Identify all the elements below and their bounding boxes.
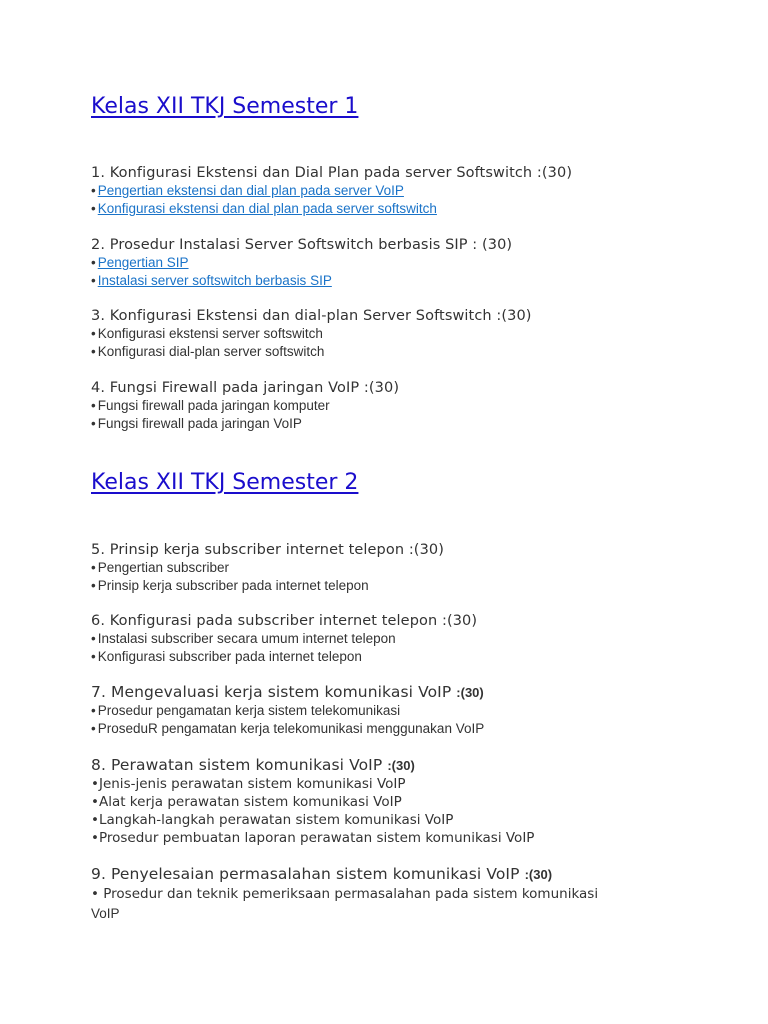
item-text-continuation: VoIP xyxy=(91,906,120,921)
item-text: Jenis-jenis perawatan sistem komunikasi VoIP xyxy=(98,776,406,792)
item-text: Pengertian subscriber xyxy=(97,560,230,575)
bullet-icon: • xyxy=(91,326,96,341)
section-2 xyxy=(91,236,751,290)
bullet-icon: • xyxy=(91,776,99,792)
item-link[interactable]: Instalasi server softswitch berbasis SIP xyxy=(97,273,332,288)
bullet-icon: • xyxy=(91,560,96,575)
section-5-heading: 5. Prinsip kerja subscriber internet telepon :(30) xyxy=(91,542,444,558)
section-8-score: :(30) xyxy=(387,758,415,773)
list-item xyxy=(91,775,751,793)
bullet-icon: • xyxy=(91,578,96,593)
bullet-icon: • xyxy=(91,830,99,846)
item-text: Konfigurasi subscriber pada internet telepon xyxy=(97,649,362,664)
section-9-heading xyxy=(91,865,751,884)
section-3 xyxy=(91,307,751,361)
section-6 xyxy=(91,612,751,666)
section-2-heading: 2. Prosedur Instalasi Server Softswitch berbasis SIP : (30) xyxy=(91,237,513,253)
list-item xyxy=(91,648,751,666)
section-9-heading-text: 9. Penyelesaian permasalahan sistem komunikasi VoIP xyxy=(91,865,525,883)
item-text: Langkah-langkah perawatan sistem komunikasi VoIP xyxy=(98,812,454,828)
list-item xyxy=(91,811,751,829)
item-link[interactable]: Konfigurasi ekstensi dan dial plan pada server softswitch xyxy=(97,201,437,216)
section-8-heading-text: 8. Perawatan sistem komunikasi VoIP xyxy=(91,756,388,774)
item-text: Prosedur dan teknik pemeriksaan permasalahan pada sistem komunikasi xyxy=(103,886,599,902)
bullet-icon: • xyxy=(91,703,96,718)
bullet-icon: • xyxy=(91,794,99,810)
bullet-icon: • xyxy=(91,201,96,216)
section-8-heading xyxy=(91,756,751,775)
section-7-heading xyxy=(91,683,751,702)
list-item xyxy=(91,254,751,272)
section-7-score: :(30) xyxy=(456,685,484,700)
list-item xyxy=(91,720,751,738)
list-item xyxy=(91,884,681,924)
section-5-items xyxy=(91,559,751,595)
section-5 xyxy=(91,541,751,595)
list-item xyxy=(91,182,751,200)
item-text: Konfigurasi ekstensi server softswitch xyxy=(97,326,323,341)
section-6-items xyxy=(91,630,751,666)
bullet-icon: • xyxy=(91,344,96,359)
bullet-icon: • xyxy=(91,886,99,902)
item-text: Prosedur pengamatan kerja sistem telekomunikasi xyxy=(97,703,401,718)
section-7 xyxy=(91,683,751,738)
bullet-icon: • xyxy=(91,721,96,736)
list-item xyxy=(91,829,751,847)
section-9-score: :(30) xyxy=(524,867,553,882)
section-3-items xyxy=(91,325,751,361)
bullet-icon: • xyxy=(91,812,99,828)
section-7-heading-text: 7. Mengevaluasi kerja sistem komunikasi VoIP xyxy=(91,683,457,701)
item-text: Konfigurasi dial-plan server softswitch xyxy=(97,344,325,359)
bullet-icon: • xyxy=(91,398,96,413)
list-item xyxy=(91,702,751,720)
item-text: Prinsip kerja subscriber pada internet telepon xyxy=(97,578,369,593)
section-6-heading: 6. Konfigurasi pada subscriber internet telepon :(30) xyxy=(91,613,478,629)
list-item xyxy=(91,325,751,343)
bullet-icon: • xyxy=(91,183,96,198)
item-text: Fungsi firewall pada jaringan VoIP xyxy=(97,416,302,431)
item-link[interactable]: Pengertian ekstensi dan dial plan pada server VoIP xyxy=(97,183,404,198)
section-2-items xyxy=(91,254,751,290)
section-8 xyxy=(91,756,751,847)
section-9 xyxy=(91,865,751,924)
item-link[interactable]: Pengertian SIP xyxy=(97,255,189,270)
section-1 xyxy=(91,164,751,218)
list-item xyxy=(91,272,751,290)
section-4-heading: 4. Fungsi Firewall pada jaringan VoIP :(30) xyxy=(91,380,400,396)
item-text: ProseduR pengamatan kerja telekomunikasi menggunakan VoIP xyxy=(97,721,485,736)
list-item xyxy=(91,793,751,811)
semester-2-title-link[interactable]: Kelas XII TKJ Semester 2 xyxy=(91,470,359,495)
bullet-icon: • xyxy=(91,649,96,664)
section-4 xyxy=(91,379,751,433)
list-item xyxy=(91,630,751,648)
list-item xyxy=(91,559,751,577)
semester-1-title-link[interactable]: Kelas XII TKJ Semester 1 xyxy=(91,94,359,119)
bullet-icon: • xyxy=(91,273,96,288)
item-text: Prosedur pembuatan laporan perawatan sistem komunikasi VoIP xyxy=(98,830,535,846)
item-text: Fungsi firewall pada jaringan komputer xyxy=(97,398,330,413)
bullet-icon: • xyxy=(91,255,96,270)
section-1-items xyxy=(91,182,751,218)
section-4-items xyxy=(91,397,751,433)
list-item xyxy=(91,343,751,361)
section-3-heading: 3. Konfigurasi Ekstensi dan dial-plan Server Softswitch :(30) xyxy=(91,308,532,324)
section-7-items xyxy=(91,702,751,738)
section-9-items xyxy=(91,884,751,924)
list-item xyxy=(91,200,751,218)
bullet-icon: • xyxy=(91,631,96,646)
bullet-icon: • xyxy=(91,416,96,431)
item-text: Alat kerja perawatan sistem komunikasi VoIP xyxy=(98,794,402,810)
section-8-items xyxy=(91,775,751,847)
section-1-heading: 1. Konfigurasi Ekstensi dan Dial Plan pada server Softswitch :(30) xyxy=(91,165,573,181)
list-item xyxy=(91,415,751,433)
list-item xyxy=(91,577,751,595)
item-text: Instalasi subscriber secara umum internet telepon xyxy=(97,631,396,646)
list-item xyxy=(91,397,751,415)
